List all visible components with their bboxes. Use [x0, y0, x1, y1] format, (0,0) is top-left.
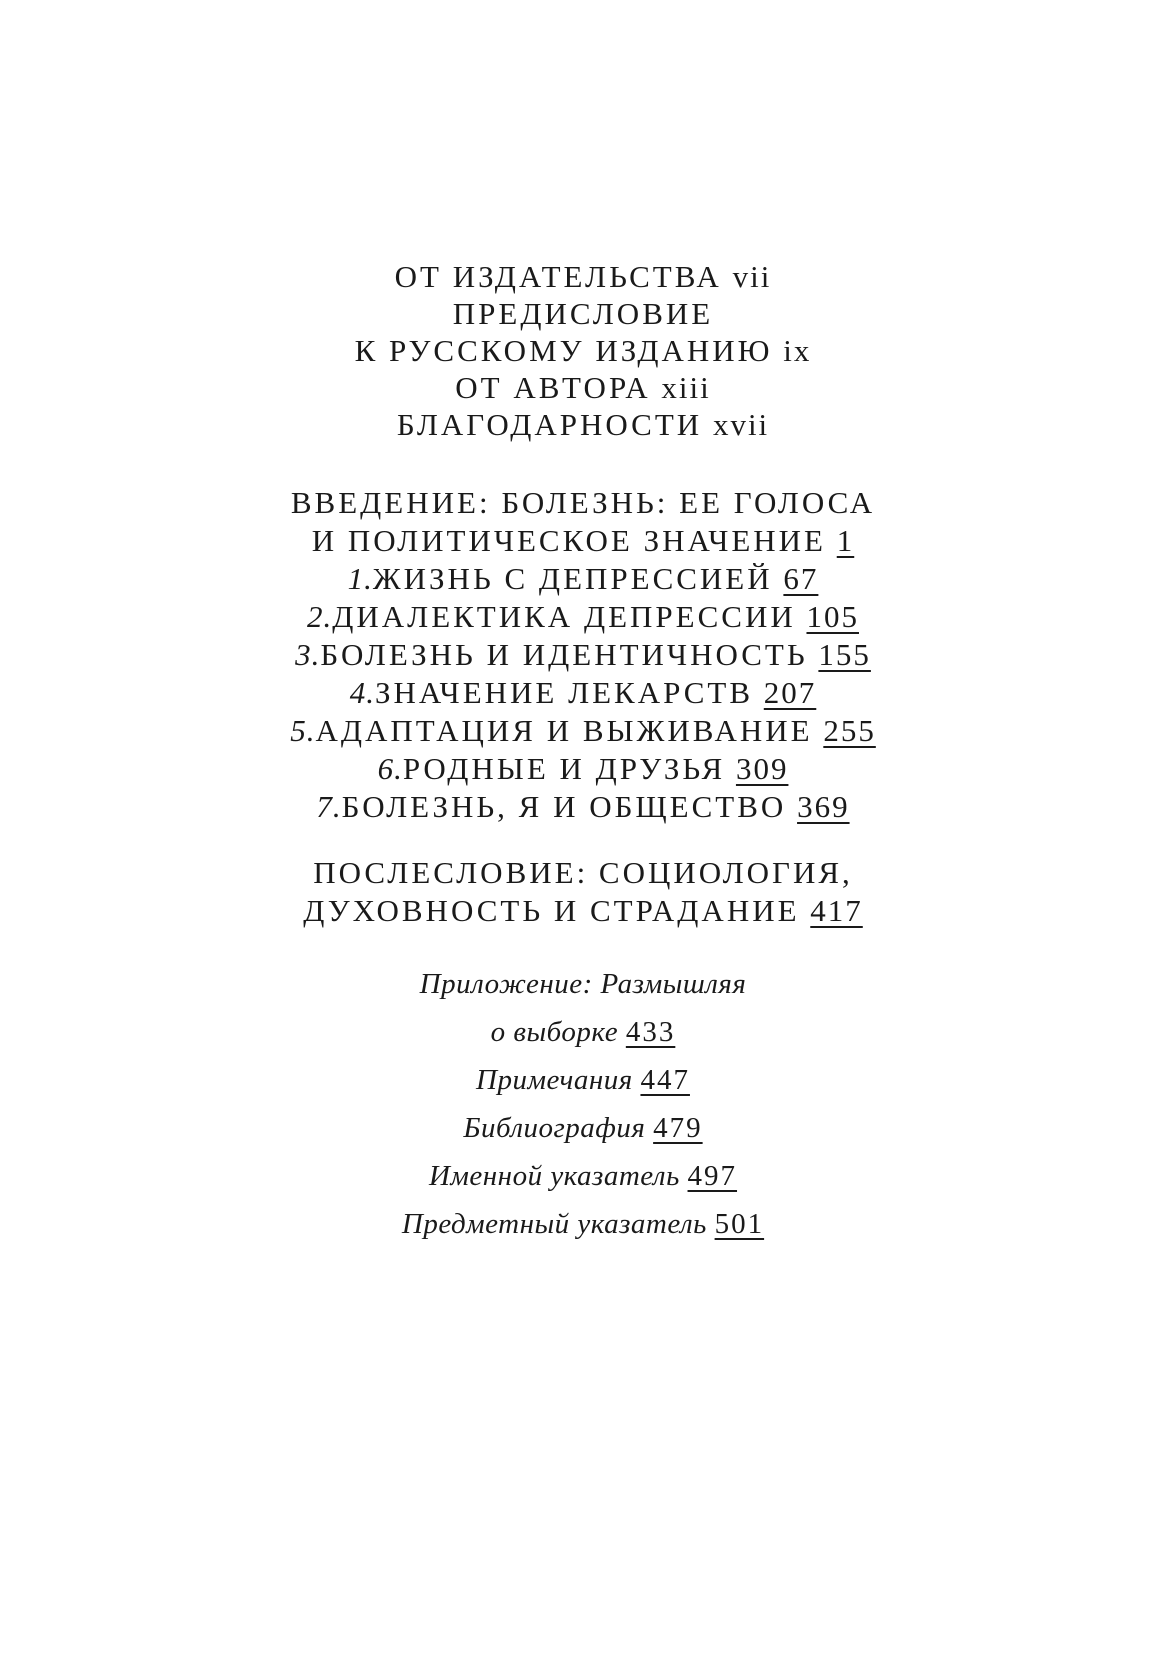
- toc-page-link[interactable]: 447: [640, 1064, 690, 1096]
- chapter-entry[interactable]: [0, 674, 1166, 712]
- chapter-title: ЖИЗНЬ С ДЕПРЕССИЕЙ: [372, 561, 773, 596]
- chapter-entry[interactable]: [0, 712, 1166, 750]
- introduction-entry[interactable]: [0, 484, 1166, 560]
- chapter-list: [0, 560, 1166, 826]
- toc-page-link[interactable]: 255: [823, 713, 876, 748]
- chapter-entry[interactable]: [0, 636, 1166, 674]
- toc-page-link[interactable]: 501: [714, 1208, 765, 1240]
- toc-entry[interactable]: [0, 406, 1166, 443]
- afterword-title-line-2: ДУХОВНОСТЬ И СТРАДАНИЕ: [303, 893, 800, 928]
- toc-page-link[interactable]: 105: [806, 599, 859, 634]
- toc-page-link[interactable]: 497: [687, 1160, 738, 1192]
- chapter-number: 7.: [316, 789, 342, 824]
- back-matter-entry[interactable]: [0, 1152, 1166, 1200]
- chapter-entry[interactable]: [0, 598, 1166, 636]
- chapter-title: БОЛЕЗНЬ И ИДЕНТИЧНОСТЬ: [320, 637, 808, 672]
- afterword-entry[interactable]: [0, 854, 1166, 930]
- appendix-entry[interactable]: [0, 960, 1166, 1008]
- toc-page-link[interactable]: 155: [818, 637, 871, 672]
- chapter-title: ЗНАЧЕНИЕ ЛЕКАРСТВ: [374, 675, 754, 710]
- appendix-title-line-1: Приложение: Размышляя: [419, 968, 747, 1000]
- toc-page-link[interactable]: 433: [625, 1016, 676, 1048]
- back-matter-title: Предметный указатель: [401, 1208, 707, 1240]
- back-matter-title: Именной указатель: [428, 1160, 680, 1192]
- back-matter-list: [0, 960, 1166, 1248]
- back-matter-entry[interactable]: [0, 1104, 1166, 1152]
- back-matter-entry[interactable]: [0, 1056, 1166, 1104]
- introduction-title-line-1: ВВЕДЕНИЕ: БОЛЕЗНЬ: ЕЕ ГОЛОСА: [290, 485, 876, 520]
- chapter-title: ДИАЛЕКТИКА ДЕПРЕССИИ: [332, 599, 796, 634]
- toc-entry-title: ОТ АВТОРА: [455, 370, 651, 405]
- toc-page-link[interactable]: 417: [810, 893, 863, 928]
- chapter-title: РОДНЫЕ И ДРУЗЬЯ: [402, 751, 726, 786]
- toc-entry-title: ОТ ИЗДАТЕЛЬСТВА: [394, 259, 722, 294]
- appendix-title-line-2: о выборке: [490, 1016, 619, 1048]
- toc-page-link[interactable]: 207: [763, 675, 817, 710]
- toc-entry[interactable]: [0, 295, 1166, 332]
- toc-entry[interactable]: [0, 258, 1166, 295]
- introduction-title-line-2: И ПОЛИТИЧЕСКОЕ ЗНАЧЕНИЕ: [311, 523, 826, 558]
- toc-entry[interactable]: [0, 369, 1166, 406]
- toc-page-number: vii: [732, 259, 772, 294]
- chapter-number: 2.: [307, 599, 333, 634]
- toc-page-link[interactable]: 1: [836, 523, 855, 558]
- chapter-number: 5.: [290, 713, 316, 748]
- chapter-title: БОЛЕЗНЬ, Я И ОБЩЕСТВО: [341, 789, 787, 824]
- chapter-entry[interactable]: [0, 788, 1166, 826]
- chapter-title: АДАПТАЦИЯ И ВЫЖИВАНИЕ: [315, 713, 813, 748]
- afterword-title-line-1: ПОСЛЕСЛОВИЕ: СОЦИОЛОГИЯ,: [313, 855, 853, 890]
- chapter-number: 3.: [295, 637, 321, 672]
- toc-page-number: xvii: [712, 407, 770, 442]
- toc-page-link[interactable]: 67: [783, 561, 819, 596]
- toc-entry-title: К РУССКОМУ ИЗДАНИЮ: [354, 333, 773, 368]
- toc-entry-title: ПРЕДИСЛОВИЕ: [452, 296, 714, 331]
- toc-page-link[interactable]: 369: [797, 789, 850, 824]
- toc-page-link[interactable]: 309: [735, 751, 789, 786]
- back-matter-entry[interactable]: [0, 1200, 1166, 1248]
- toc-entry-title: БЛАГОДАРНОСТИ: [396, 407, 703, 442]
- chapter-entry[interactable]: [0, 750, 1166, 788]
- back-matter-title: Библиография: [463, 1112, 646, 1144]
- back-matter-title: Примечания: [476, 1064, 633, 1096]
- chapter-entry[interactable]: [0, 560, 1166, 598]
- chapter-number: 6.: [377, 751, 403, 786]
- front-matter-list: [0, 258, 1166, 443]
- toc-page-link[interactable]: 479: [653, 1112, 703, 1144]
- chapter-number: 1.: [347, 561, 373, 596]
- toc-page-number: xiii: [661, 370, 711, 405]
- toc-entry[interactable]: [0, 332, 1166, 369]
- toc-page-number: ix: [783, 333, 812, 368]
- appendix-entry[interactable]: [0, 1008, 1166, 1056]
- chapter-number: 4.: [349, 675, 375, 710]
